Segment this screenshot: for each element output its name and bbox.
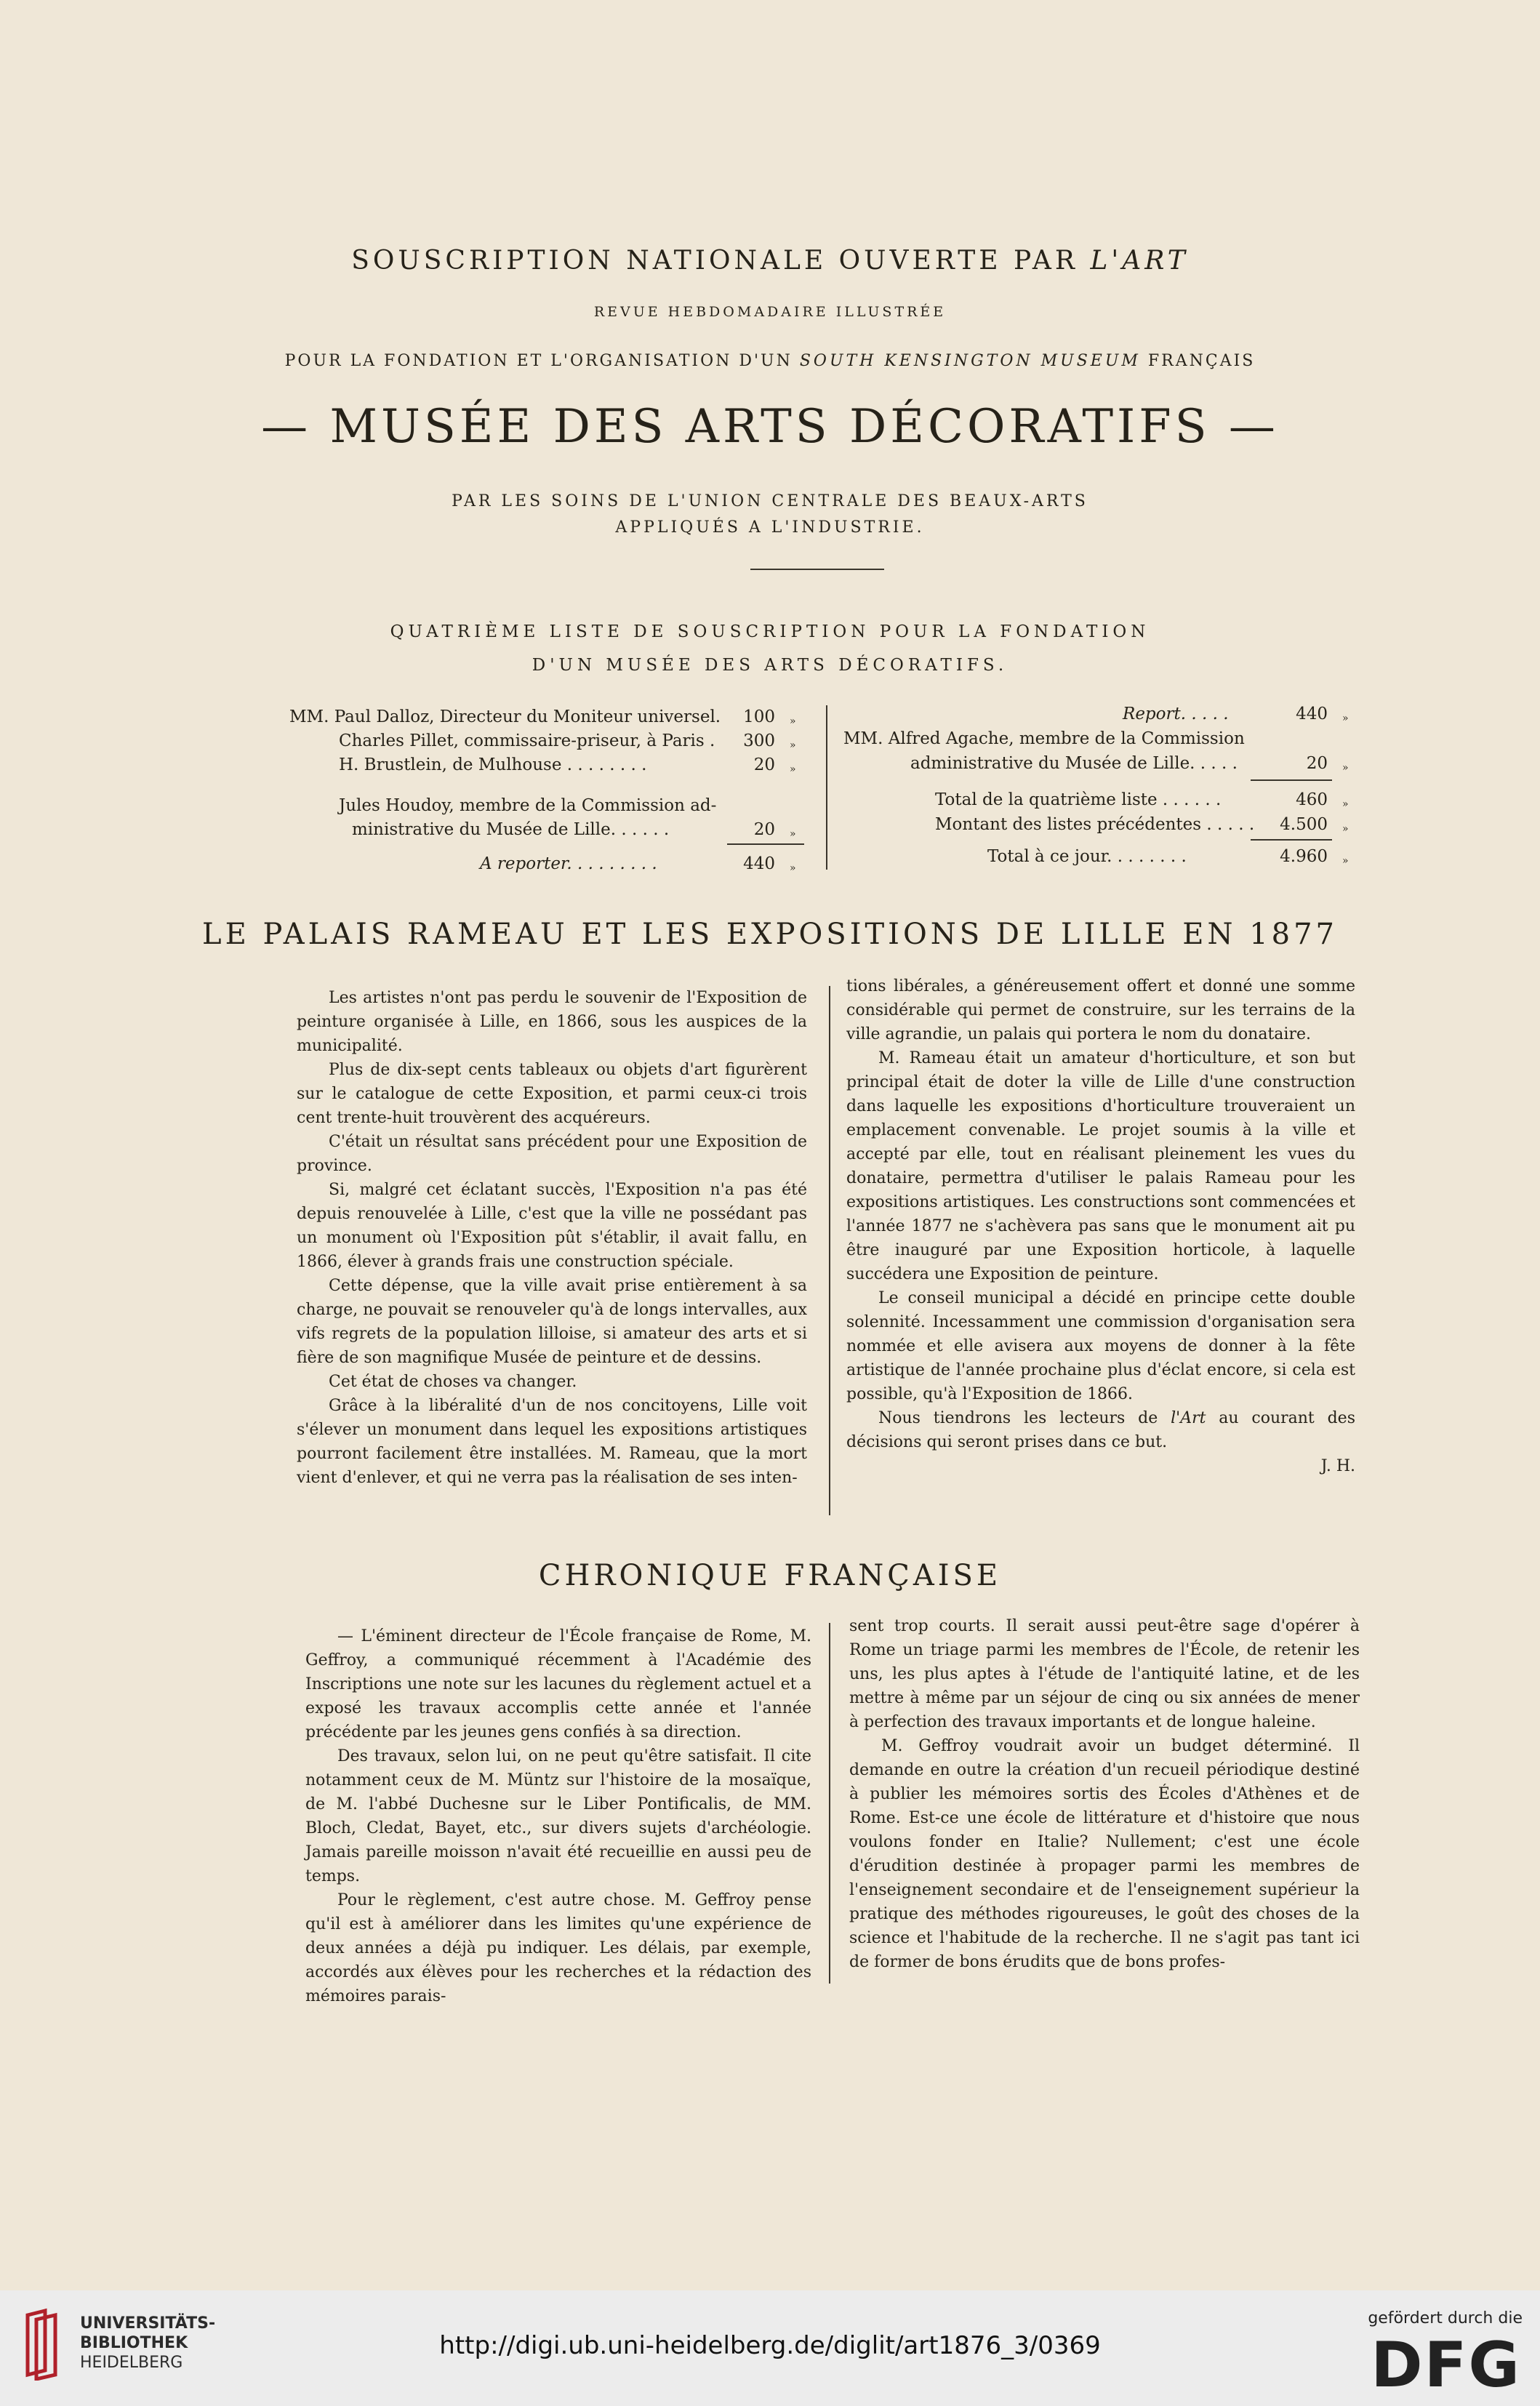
list-item: MM. Alfred Agache, membre de la Commission: [843, 729, 1245, 748]
library-name: UNIVERSITÄTS- BIBLIOTHEK HEIDELBERG: [80, 2314, 216, 2372]
paragraph: tions libérales, a généreusement offert et donné une somme considérable qui permet de construire, sur les terrains de la ville agrandie, un palais qui portera le nom du donataire.: [846, 977, 1355, 1043]
list-total: Total à ce jour. . . . . . . .: [987, 847, 1187, 866]
paragraph: M. Geffroy voudrait avoir un budget déterminé. Il demande en outre la création d'un recueil périodique destiné à publier les mémoires sortis des Écoles d'Athènes et de Rome. Est-ce une école de littérature et d'histoire que nous voulons fonder en Italie? Nullement; c'est une école d'érudition destinée à propager parmi les membres de l'enseignement secondaire et de l'enseignement supérieur la pratique des méthodes rigoureuses, le goût des choses de la science et l'habitude de la recherche. Il ne s'agit pas tant ici de former de bons érudits que de bons profes-: [849, 1737, 1360, 1971]
paragraph: Cette dépense, que la ville avait prise entièrement à sa charge, ne pouvait se renouveler qu'à de longs intervalles, aux vifs regrets de la population lilloise, si amateur des arts et si fière de son magnifique Musée de peinture et de dessins.: [297, 1277, 807, 1367]
journal-name: L'ART: [1090, 246, 1189, 276]
article1-right-column: [846, 974, 1355, 1478]
list-item: MM. Paul Dalloz, Directeur du Moniteur universel.: [289, 707, 721, 726]
union-line: PAR LES SOINS DE L'UNION CENTRALE DES BEAUX-ARTS APPLIQUÉS A L'INDUSTRIE.: [452, 492, 1088, 537]
signature: J. H.: [1320, 1457, 1355, 1475]
foundation-line: POUR LA FONDATION ET L'ORGANISATION D'UN SOUTH KENSINGTON MUSEUM FRANÇAIS: [284, 352, 1256, 370]
paragraph: Si, malgré cet éclatant succès, l'Exposition n'a pas été depuis renouvelée à Lille, c'est que la ville ne possédant pas un monument où l'Exposition pût s'établir, il avait fallu, en 1866, élever à grands frais une construction spéciale.: [297, 1181, 807, 1271]
dfg-logo: DFG: [1371, 2329, 1521, 2402]
paragraph: C'était un résultat sans précédent pour une Exposition de province.: [297, 1133, 807, 1175]
funding-caption: gefördert durch die: [1368, 2309, 1523, 2327]
list-amount: 440: [1296, 705, 1328, 723]
article1-left-column: [297, 986, 807, 1490]
revue-subtitle: REVUE HEBDOMADAIRE ILLUSTRÉE: [593, 304, 947, 320]
museum-name-italic: SOUTH KENSINGTON MUSEUM: [799, 352, 1141, 370]
page-url-link[interactable]: http://digi.ub.uni-heidelberg.de/diglit/art1876_3/0369: [439, 2331, 1101, 2360]
main-title: — MUSÉE DES ARTS DÉCORATIFS —: [261, 400, 1279, 454]
document-page: SOUSCRIPTION NATIONALE OUVERTE PAR L'ART REVUE HEBDOMADAIRE ILLUSTRÉE POUR LA FONDATION ET L'ORGANISATION D'UN SOUTH KENSINGTON MUSEUM FRANÇAIS — MUSÉE DES ARTS DÉCORATIFS — PAR LES SOINS DE L'UNION CENTRALE DES BEAUX-ARTS APPLIQUÉS A L'INDUSTRIE. QUATRIÈME LISTE DE SOUSCRIPTION POUR LA FONDATION D'UN MUSÉE DES ARTS DÉCORATIFS. MM. Paul Dalloz, Directeur du Moniteur universel. 100 » Charles Pillet, commissaire-priseur, à Paris . 300 » H. Brustlein, de Mulhouse . . . . . . . . 20 » Jules Houdoy, membre de la Commission ad- ministrative du Musée de Lille. . . . . . 20 » A reporter. . . . . . . . . 440 » Report. . . . . 440 » MM. Alfred Agache, membre de la Commission administrative du Musée de Lille. . . . . 20 » Total de la quatrième liste . . . . . . 460 » Montant des listes précédentes . . . . . 4.500 » Total à ce jour. . . . . . . . 4.960 » LE PALAIS RAMEAU ET LES EXPOSITIONS DE LILLE EN 1877 Les artistes n'ont pas perdu le souvenir de l'Exposition de peinture organisée à Lille, en 1866, sous les auspices de la municipalité. Plus de dix-sept cents tableaux ou objets d'art figurèrent sur le catalogue de cette Exposition, et parmi ceux-ci trois cent trente-huit trouvèrent des acquéreurs. C'était un résultat sans précédent pour une Exposition de province. Si, malgré cet éclatant succès, l'Exposition n'a pas été depuis renouvelée à Lille, c'est que la ville ne possédant pas un monument où l'Exposition pût s'établir, il avait fallu, en 1866, élever à grands frais une construction spéciale. Cette dépense, que la ville avait prise entièrement à sa charge, ne pouvait se renouveler qu'à de longs intervalles, aux vifs regrets de la population lilloise, si amateur des arts et si fière de son magnifique Musée de peinture et de dessins. Cet état de choses va changer. Grâce à la libéralité d'un de nos concitoyens, Lille voit s'élever un monument dans lequel les expositions artistiques pourront facilement être installées. M. Rameau, que la mort vient d'enlever, et qui ne verra pas la réalisation de ses inten- tions libérales, a généreusement offert et donné une somme considérable qui permet de construire, sur les terrains de la ville agrandie, un palais qui portera le nom du donataire. M. Rameau était un amateur d'horticulture, et son but principal était de doter la ville de Lille d'une construction dans laquelle les expositions d'horticulture trouveraient un emplacement convenable. Le projet soumis à la ville et accepté par elle, tout en réalisant pleinement les vues du donataire, permettra d'utiliser le palais Rameau pour les expositions artistiques. Les constructions sont commencées et l'année 1877 ne s'achèvera pas sans que le monument ait pu être inauguré par une Exposition horticole, à laquelle succédera une Exposition de peinture. Le conseil municipal a décidé en principe cette double solennité. Incessamment une commission d'organisation sera nommée et elle avisera aux moyens de donner à la fête artistique de l'année prochaine plus d'éclat encore, si cela est possible, qu'à l'Exposition de 1866. Nous tiendrons les lecteurs de l'Art au courant des décisions qui seront prises dans ce but. J. H. CHRONIQUE FRANÇAISE — L'éminent directeur de l'École française de Rome, M. Geffroy, a communiqué récemment à l'Académie des Inscriptions une note sur les lacunes du règlement actuel et a exposé les travaux accomplis cette année et l'année précédente par les jeunes gens confiés à sa direction. Des travaux, selon lui, on ne peut qu'être satisfait. Il cite notamment ceux de M. Müntz sur l'histoire de la mosaïque, de M. l'abbé Duchesne sur le Liber Pontificalis, de MM. Bloch, Cledat, Bayet, etc., sur divers sujets d'archéologie. Jamais pareille moisson n'avait été recueillie en aussi peu de temps. Pour le règlement, c'est autre chose. M. Geffroy pense qu'il est à améliorer dans les limites qu'une expérience de deux années a déjà pu indiquer. Les délais, par exemple, accordés aux élèves pour les recherches et la rédaction des mémoires parais- sent trop courts. Il serait aussi peut-être sage d'opérer à Rome un triage parmi les membres de l'École, de retenir les uns, les plus aptes à l'étude de l'antiquité latine, et de les mettre à même par un séjour de cinq ou six années de mener à perfection des travaux importants et de longue haleine. M. Geffroy voudrait avoir un budget déterminé. Il demande en outre la création d'un recueil périodique destiné à publier les mémoires sortis des Écoles d'Athènes et de Rome. Est-ce une école de littérature et d'histoire que nous voulons fonder en Italie? Nullement; c'est une école d'érudition destinée à propager parmi les membres de l'enseignement secondaire et de l'enseignement supérieur la pratique des méthodes rigoureuses, le goût des choses de la science et l'habitude de la recherche. Il ne s'agit pas tant ici de former de bons érudits que de bons profes-: [0, 0, 1540, 2290]
list-item: Jules Houdoy, membre de la Commission ad-: [339, 796, 717, 815]
viewer-footer: [0, 2290, 1540, 2406]
list-item: Charles Pillet, commissaire-priseur, à Paris .: [339, 731, 715, 750]
paragraph: M. Rameau était un amateur d'horticulture, et son but principal était de doter la ville de Lille d'une construction dans laquelle les expositions d'horticulture trouveraient un emplacement convenable. Le projet soumis à la ville et accepté par elle, tout en réalisant pleinement les vues du donataire, permettra d'utiliser le palais Rameau pour les expositions artistiques. Les constructions sont commencées et l'année 1877 ne s'achèvera pas sans que le monument ait pu être inauguré par une Exposition horticole, à laquelle succédera une Exposition de peinture.: [846, 1049, 1355, 1283]
article2-left-column: [305, 1624, 811, 2008]
list-total: A reporter. . . . . . . . .: [480, 854, 657, 873]
paragraph: Grâce à la libéralité d'un de nos concitoyens, Lille voit s'élever un monument dans lequel les expositions artistiques pourront facilement être installées. M. Rameau, que la mort vient d'enlever, et qui ne verra pas la réalisation de ses inten-: [297, 1397, 807, 1487]
list-item: administrative du Musée de Lille. . . . .: [910, 754, 1238, 773]
paragraph: Nous tiendrons les lecteurs de l'Art au courant des décisions qui seront prises dans ce but.: [846, 1409, 1355, 1451]
list-item: Report. . . . .: [1123, 705, 1229, 723]
list-item: ministrative du Musée de Lille. . . . . .: [352, 820, 670, 839]
article2-right-column: [849, 1614, 1360, 1974]
article-title-chronique: CHRONIQUE FRANÇAISE: [538, 1559, 1002, 1592]
list-amount: 100: [743, 707, 775, 726]
list-amount: 4.960: [1280, 847, 1328, 866]
sum-rule: [1251, 779, 1332, 781]
list-item: Montant des listes précédentes . . . . .: [935, 815, 1255, 834]
column-divider: [829, 1623, 830, 1984]
list-amount: 20: [753, 755, 775, 774]
article-title-palais-rameau: LE PALAIS RAMEAU ET LES EXPOSITIONS DE LILLE EN 1877: [202, 918, 1338, 951]
list-heading: QUATRIÈME LISTE DE SOUSCRIPTION POUR LA FONDATION D'UN MUSÉE DES ARTS DÉCORATIFS.: [390, 622, 1150, 675]
paragraph: Les artistes n'ont pas perdu le souvenir de l'Exposition de peinture organisée à Lille, en 1866, sous les auspices de la municipalité.: [297, 989, 807, 1055]
list-item: H. Brustlein, de Mulhouse . . . . . . . .: [339, 755, 647, 774]
paragraph: — L'éminent directeur de l'École française de Rome, M. Geffroy, a communiqué récemment à l'Académie des Inscriptions une note sur les lacunes du règlement actuel et a exposé les travaux accomplis cette année et l'année précédente par les jeunes gens confiés à sa direction.: [305, 1627, 811, 1741]
paragraph: Le conseil municipal a décidé en principe cette double solennité. Incessamment une commission d'organisation sera nommée et elle avisera aux moyens de donner à la fête artistique de l'année prochaine plus d'éclat encore, si cela est possible, qu'à l'Exposition de 1866.: [846, 1289, 1355, 1403]
column-divider: [829, 986, 830, 1515]
paragraph: Plus de dix-sept cents tableaux ou objets d'art figurèrent sur le catalogue de cette Exposition, et parmi ceux-ci trois cent trente-huit trouvèrent des acquéreurs.: [297, 1061, 807, 1127]
paragraph: Des travaux, selon lui, on ne peut qu'être satisfait. Il cite notamment ceux de M. Müntz sur l'histoire de la mosaïque, de M. l'abbé Duchesne sur le Liber Pontificalis, de MM. Bloch, Cledat, Bayet, etc., sur divers sujets d'archéologie. Jamais pareille moisson n'avait été recueillie en aussi peu de temps.: [305, 1747, 811, 1885]
list-item: Total de la quatrième liste . . . . . .: [935, 790, 1222, 809]
sum-rule: [727, 843, 804, 845]
list-amount: 300: [743, 731, 775, 750]
paragraph: Pour le règlement, c'est autre chose. M. Geffroy pense qu'il est à améliorer dans les limites qu'une expérience de deux années a déjà pu indiquer. Les délais, par exemple, accordés aux élèves pour les recherches et la rédaction des mémoires parais-: [305, 1891, 811, 2005]
sum-rule: [1251, 839, 1332, 841]
subscription-heading: SOUSCRIPTION NATIONALE OUVERTE PAR L'ART: [351, 246, 1189, 276]
paragraph: sent trop courts. Il serait aussi peut-être sage d'opérer à Rome un triage parmi les membres de l'École, de retenir les uns, les plus aptes à l'étude de l'antiquité latine, et de les mettre à même par un séjour de cinq ou six années de mener à perfection des travaux importants et de longue haleine.: [849, 1617, 1360, 1731]
list-amount: 4.500: [1280, 815, 1328, 834]
paragraph: Cet état de choses va changer.: [329, 1373, 577, 1391]
separator-rule: [750, 569, 884, 570]
list-amount: 460: [1296, 790, 1328, 809]
list-amount: 20: [1306, 754, 1328, 773]
column-divider: [826, 705, 827, 870]
list-amount: 440: [743, 854, 775, 873]
list-amount: 20: [753, 820, 775, 839]
